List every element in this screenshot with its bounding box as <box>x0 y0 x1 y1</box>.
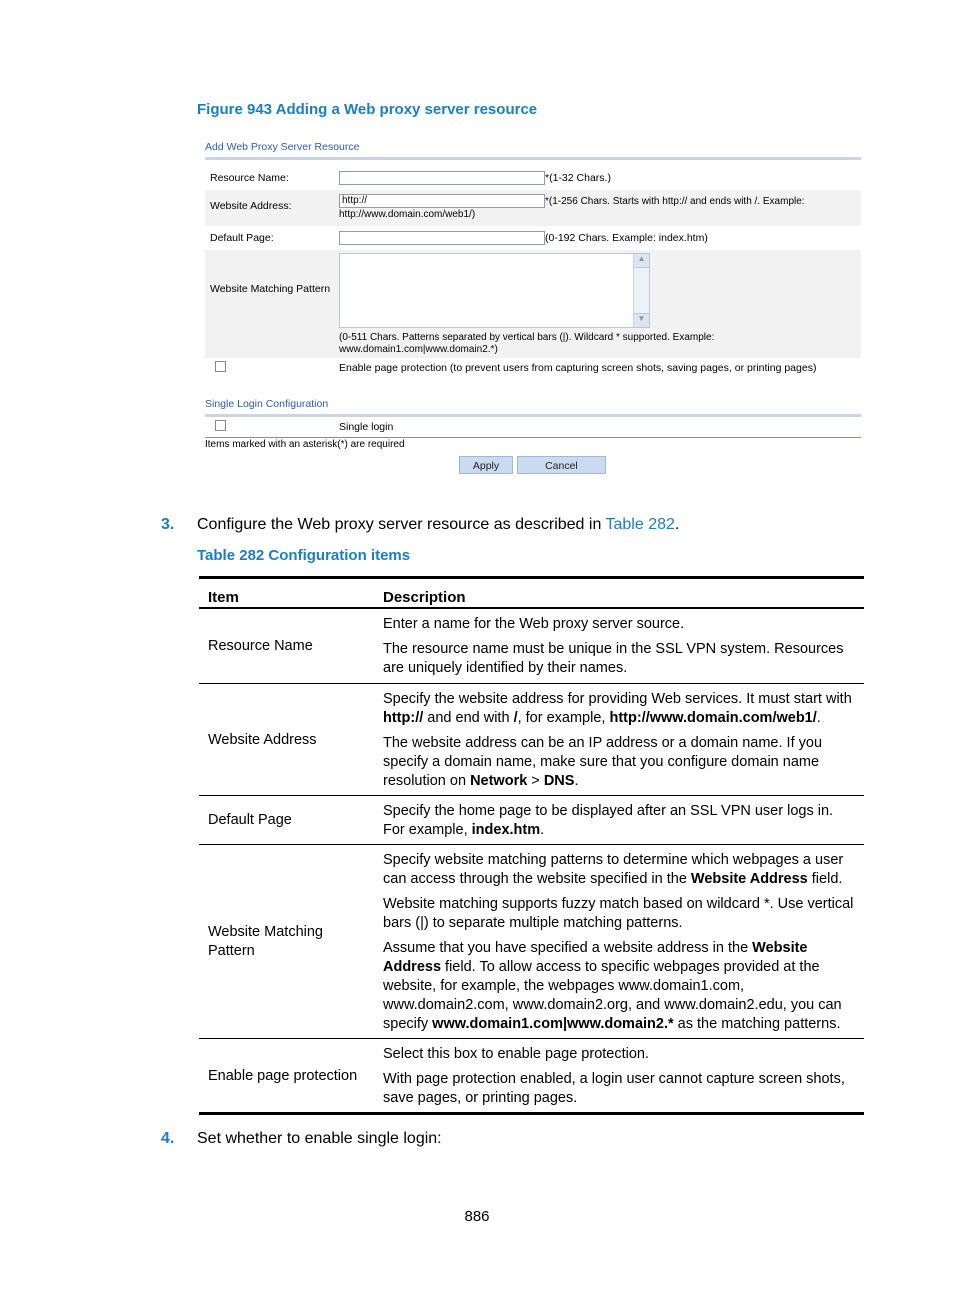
description-paragraph: Specify website matching patterns to determine which webpages a user can access through the website specified in the Website Address field. <box>383 851 844 887</box>
default-page-row <box>205 226 861 250</box>
figure-title: Figure 943 Adding a Web proxy server resource <box>197 101 538 118</box>
matching-pattern-textarea[interactable] <box>339 253 650 328</box>
single-login-checkbox[interactable] <box>215 420 226 431</box>
description-cell <box>374 608 864 683</box>
default-page-hint: (0-192 Chars. Example: index.htm) <box>545 232 708 244</box>
step-3-text <box>197 516 679 534</box>
resource-name-hint: *(1-32 Chars.) <box>545 172 611 184</box>
single-login-section-title: Single Login Configuration <box>205 398 861 417</box>
table-header-row <box>199 578 864 609</box>
item-cell: Website Matching Pattern <box>199 844 374 1038</box>
table-title: Table 282 Configuration items <box>197 547 411 564</box>
step-3-text-after: . <box>674 516 680 533</box>
description-paragraph: Assume that you have specified a website address in the Website Address field. To allow access to specific webpages provided at the website, for example, the webpages www.domain1.com, www.domain2.com, www.domain2.org, and www.domain2.edu, you can specify www.domain1.com|www.domain2.* as the matching patterns. <box>383 939 842 1032</box>
cancel-button[interactable]: Cancel <box>517 456 606 474</box>
description-paragraph: Specify the home page to be displayed after an SSL VPN user logs in. For example, index.htm. <box>383 802 834 838</box>
matching-pattern-hint-line2: www.domain1.com|www.domain2.*) <box>339 344 498 355</box>
single-login-label: Single login <box>339 421 394 433</box>
scroll-up-icon[interactable]: ▲ <box>634 254 649 268</box>
page-protection-row <box>205 358 861 378</box>
website-address-input[interactable]: http:// <box>339 194 545 208</box>
resource-name-label: Resource Name: <box>210 172 289 184</box>
table-row <box>199 608 864 683</box>
description-paragraph: The website address can be an IP address or a domain name. If you specify a domain name, make sure that you configure domain name resolution on Network > DNS. <box>383 734 823 789</box>
scroll-down-icon[interactable]: ▼ <box>634 313 649 327</box>
website-address-label: Website Address: <box>210 200 292 212</box>
section-title: Add Web Proxy Server Resource <box>205 141 861 160</box>
description-cell <box>374 795 864 844</box>
website-address-row <box>205 190 861 226</box>
matching-pattern-hint <box>339 332 714 356</box>
table-row <box>199 683 864 795</box>
matching-pattern-row <box>205 250 861 358</box>
default-page-label: Default Page: <box>210 232 274 244</box>
apply-button[interactable]: Apply <box>459 456 513 474</box>
description-paragraph: Website matching supports fuzzy match based on wildcard *. Use vertical bars (|) to separate multiple matching patterns. <box>383 895 854 931</box>
web-proxy-resource-form <box>205 141 861 474</box>
description-cell <box>374 683 864 795</box>
item-cell: Enable page protection <box>199 1038 374 1113</box>
resource-name-row <box>205 166 861 190</box>
table-282-link[interactable]: Table 282 <box>605 516 675 533</box>
page-number: 886 <box>464 1208 490 1225</box>
textarea-scrollbar[interactable] <box>633 254 649 327</box>
step-4-text: Set whether to enable single login: <box>197 1130 442 1147</box>
website-address-hint-example: http://www.domain.com/web1/) <box>339 209 476 220</box>
matching-pattern-hint-line1: (0-511 Chars. Patterns separated by vertical bars (|). Wildcard * supported. Example: <box>339 332 715 343</box>
page-protection-label: Enable page protection (to prevent users from capturing screen shots, saving pages, or printing pages) <box>339 362 817 374</box>
description-paragraph: Select this box to enable page protection. <box>383 1045 650 1062</box>
description-paragraph: Specify the website address for providing Web services. It must start with http:// and end with /, for example, http://www.domain.com/web1/. <box>383 690 852 726</box>
page-protection-checkbox[interactable] <box>215 361 226 372</box>
step-3-text-before: Configure the Web proxy server resource as described in <box>197 516 606 533</box>
step-3-number: 3. <box>161 516 175 533</box>
website-address-hint: *(1-256 Chars. Starts with http:// and ends with /. Example: <box>545 195 805 207</box>
item-cell: Resource Name <box>199 608 374 683</box>
description-cell <box>374 844 864 1038</box>
single-login-row <box>205 417 861 438</box>
description-paragraph: With page protection enabled, a login user cannot capture screen shots, save pages, or printing pages. <box>383 1070 845 1106</box>
header-item: Item <box>199 578 374 609</box>
resource-name-input[interactable] <box>339 171 545 185</box>
description-paragraph: The resource name must be unique in the SSL VPN system. Resources are uniquely identified by their names. <box>383 641 844 677</box>
table-row <box>199 1038 864 1113</box>
step-4-number: 4. <box>161 1130 175 1147</box>
description-cell <box>374 1038 864 1113</box>
default-page-input[interactable] <box>339 231 545 245</box>
table-row <box>199 844 864 1038</box>
description-paragraph: Enter a name for the Web proxy server source. <box>383 616 685 633</box>
item-cell: Website Address <box>199 683 374 795</box>
item-cell: Default Page <box>199 795 374 844</box>
table-row <box>199 795 864 844</box>
header-description: Description <box>374 578 864 609</box>
config-items-table <box>199 576 864 1115</box>
matching-pattern-label: Website Matching Pattern <box>210 283 331 295</box>
required-note: Items marked with an asterisk(*) are required <box>205 439 405 450</box>
